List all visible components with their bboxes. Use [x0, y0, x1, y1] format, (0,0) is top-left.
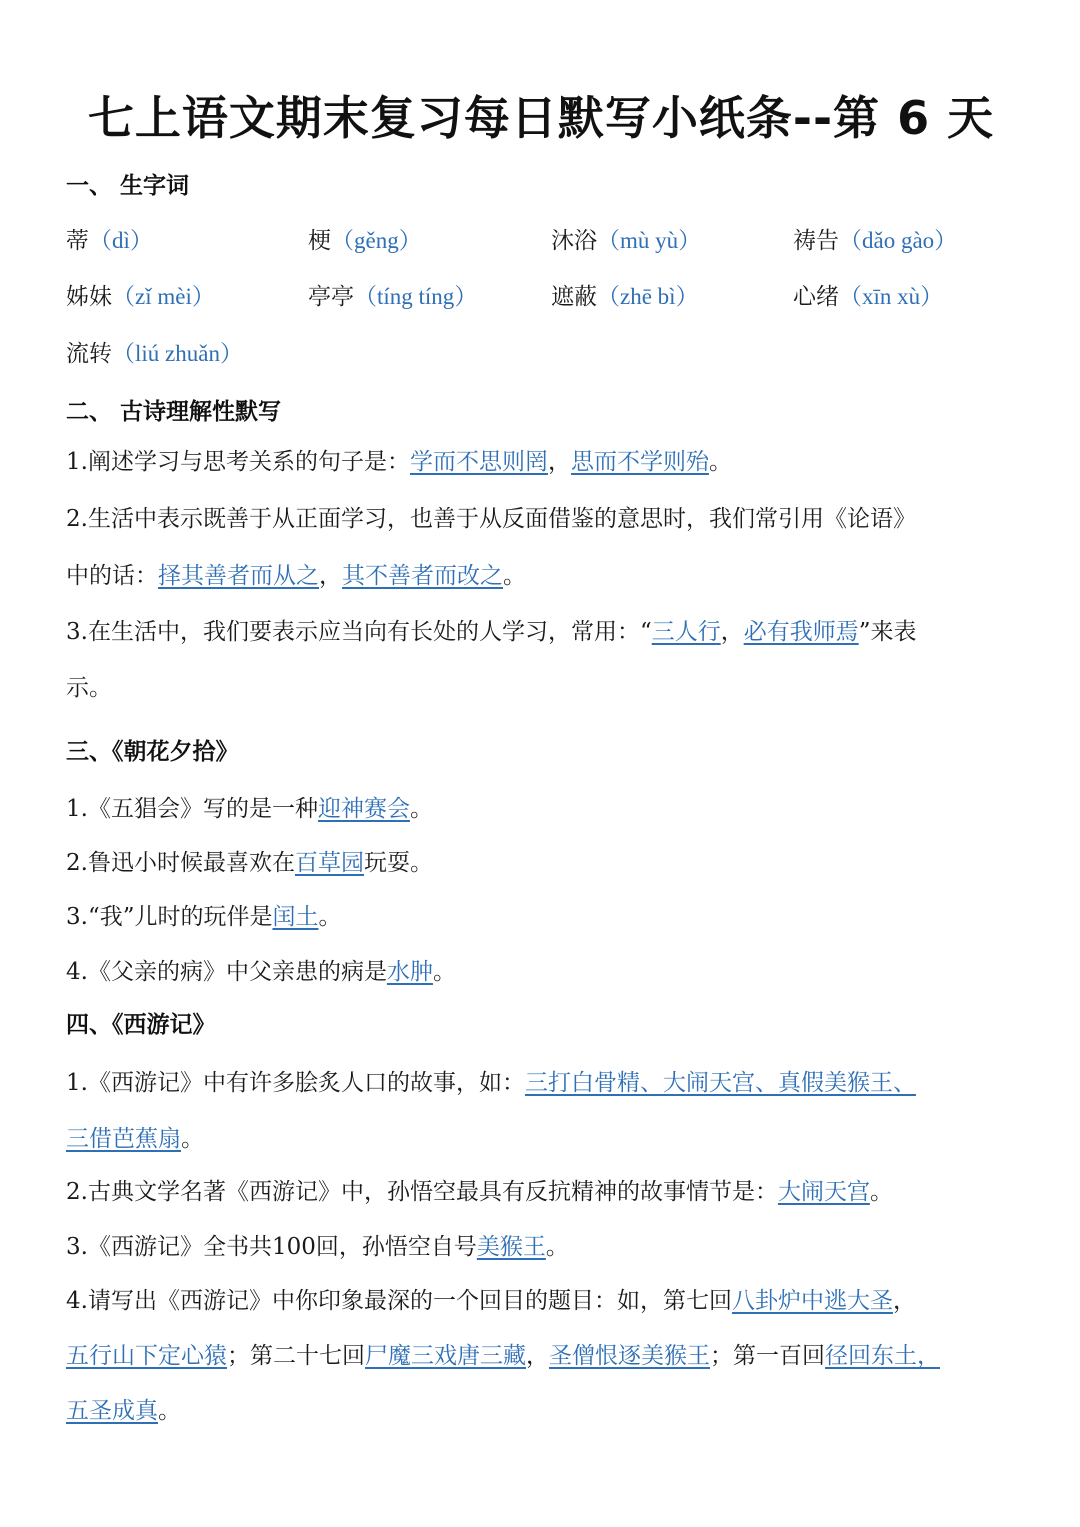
question-item-cont: 五圣成真。 [66, 1398, 181, 1424]
question-item: 1.《西游记》中有许多脍炙人口的故事，如：三打白骨精、大闹天宫、真假美猴王、 [66, 1070, 916, 1096]
answer-blank: 径回东土， [825, 1343, 940, 1369]
question-item-cont: 中的话：择其善者而从之，其不善者而改之。 [66, 563, 526, 589]
section-heading-xiyouji: 四、《西游记》 [66, 1012, 216, 1038]
answer-blank: 尸魔三戏唐三藏 [365, 1343, 526, 1369]
answer-blank: 三借芭蕉扇 [66, 1126, 181, 1152]
vocab-item: 沐浴（mù yù） [551, 228, 702, 254]
question-item: 2.鲁迅小时候最喜欢在百草园玩耍。 [66, 850, 433, 876]
question-item: 1.《五猖会》写的是一种迎神赛会。 [66, 796, 433, 822]
answer-blank: 百草园 [294, 850, 364, 876]
vocab-item: 姊妹（zǐ mèi） [66, 284, 215, 310]
vocab-item: 流转（liú zhuǎn） [66, 341, 243, 367]
answer-blank: 五圣成真 [66, 1398, 158, 1424]
answer-blank: 三人行 [651, 619, 721, 645]
question-item: 1.阐述学习与思考关系的句子是：学而不思则罔，思而不学则殆。 [66, 449, 732, 475]
section-heading-vocab: 一、 生字词 [66, 173, 190, 199]
vocab-item: 梗（gěng） [308, 228, 422, 254]
answer-blank: 其不善者而改之 [342, 563, 503, 589]
answer-blank: 思而不学则殆 [570, 449, 709, 475]
question-item-cont: 五行山下定心猿；第二十七回尸魔三戏唐三藏，圣僧恨逐美猴王；第一百回径回东土， [66, 1343, 940, 1369]
answer-blank: 美猴王 [476, 1234, 546, 1260]
question-item: 3.在生活中，我们要表示应当向有长处的人学习，常用：“三人行，必有我师焉”来表 [66, 619, 917, 645]
question-item-cont: 示。 [66, 675, 112, 701]
section-heading-zhaohua: 三、《朝花夕拾》 [66, 739, 239, 765]
answer-blank: 迎神赛会 [317, 796, 410, 822]
question-item-cont: 三借芭蕉扇。 [66, 1126, 204, 1152]
page-title: 七上语文期末复习每日默写小纸条--第 6 天 [87, 91, 995, 145]
vocab-item: 心绪（xīn xù） [793, 284, 944, 310]
answer-blank: 择其善者而从之 [158, 563, 319, 589]
answer-blank: 学而不思则罔 [409, 449, 548, 475]
vocab-item: 遮蔽（zhē bì） [551, 284, 699, 310]
vocab-item: 祷告（dǎo gào） [793, 228, 958, 254]
answer-blank: 水肿 [386, 959, 433, 985]
question-item: 2.古典文学名著《西游记》中，孙悟空最具有反抗精神的故事情节是：大闹天宫。 [66, 1179, 893, 1205]
answer-blank: 圣僧恨逐美猴王 [549, 1343, 710, 1369]
question-item: 4.请写出《西游记》中你印象最深的一个回目的题目：如，第七回八卦炉中逃大圣， [66, 1288, 916, 1314]
answer-blank: 闰土 [272, 904, 319, 930]
question-item: 3.“我”儿时的玩伴是闰土。 [66, 904, 342, 930]
vocab-item: 蒂（dì） [66, 228, 153, 254]
answer-blank: 五行山下定心猿 [66, 1343, 227, 1369]
answer-blank: 八卦炉中逃大圣 [731, 1288, 893, 1314]
answer-blank: 三打白骨精、大闹天宫、真假美猴王、 [524, 1070, 916, 1096]
answer-blank: 必有我师焉 [743, 619, 859, 645]
question-item: 2.生活中表示既善于从正面学习，也善于从反面借鉴的意思时，我们常引用《论语》 [66, 506, 916, 532]
vocab-item: 亭亭（tíng tíng） [308, 284, 478, 310]
question-item: 4.《父亲的病》中父亲患的病是水肿。 [66, 959, 456, 985]
answer-blank: 大闹天宫 [777, 1179, 870, 1205]
section-heading-poetry: 二、 古诗理解性默写 [66, 399, 282, 425]
question-item: 3.《西游记》全书共100回，孙悟空自号美猴王。 [66, 1234, 569, 1260]
